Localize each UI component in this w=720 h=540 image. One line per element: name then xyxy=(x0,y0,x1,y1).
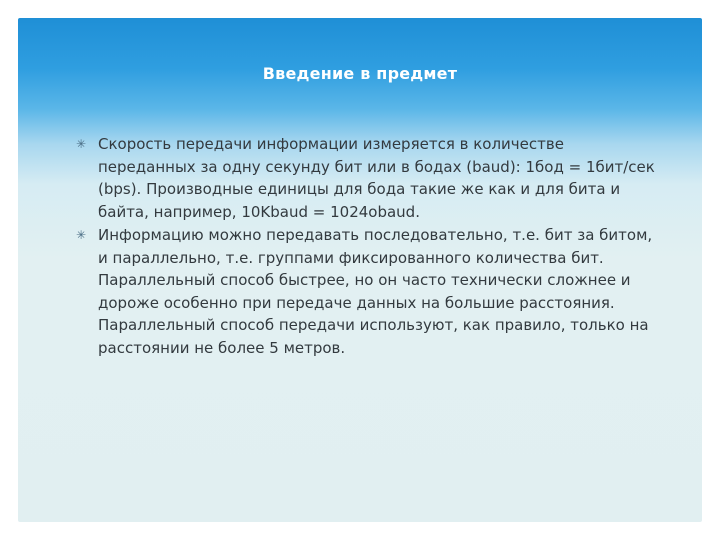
bullet-list xyxy=(76,133,656,360)
asterisk-bullet-icon: ✳ xyxy=(76,228,87,242)
asterisk-bullet-icon: ✳ xyxy=(76,137,87,151)
bullet-text: Информацию можно передавать последовательно, т.е. бит за битом, и параллельно, т.е. группами фиксированного количества бит. Параллельный способ быстрее, но он часто технически сложнее и дороже особенно при передаче данных на большие расстояния. Параллельный способ передачи используют, как правило, только на расстоянии не более 5 метров. xyxy=(98,226,653,357)
bullet-item xyxy=(76,133,656,223)
bullet-text: Скорость передачи информации измеряется в количестве переданных за одну секунду бит или в бодах (baud): 1бод = 1бит/сек (bps). Производные единицы для бода такие же как и для бита и байта, например, 10Kbaud = 1024obaud. xyxy=(98,135,655,221)
bullet-item xyxy=(76,224,656,359)
slide-title: Введение в предмет xyxy=(262,64,458,83)
